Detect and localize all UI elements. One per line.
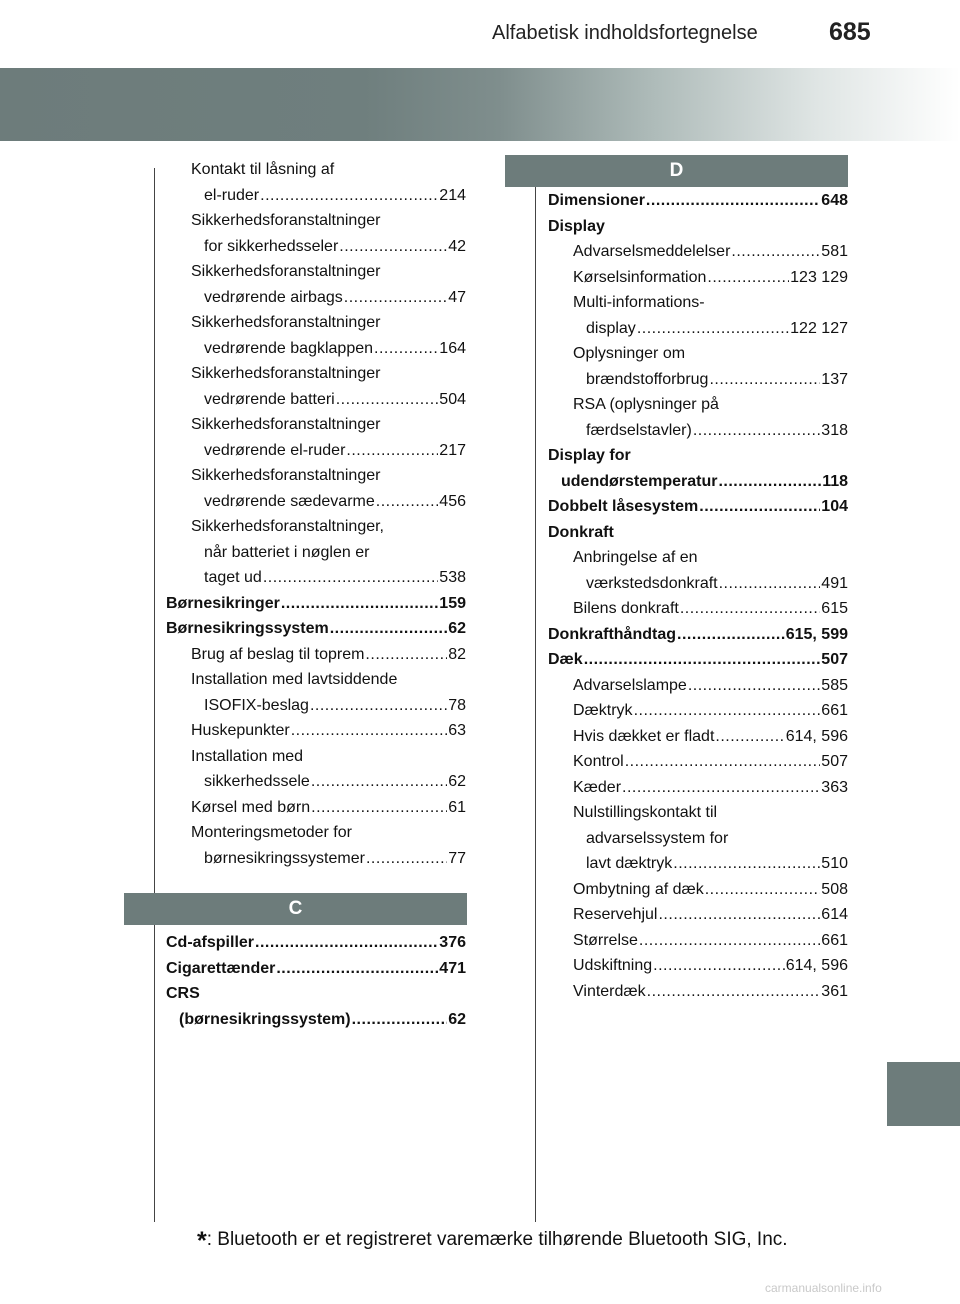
index-entry-text: når batteriet i nøglen er: [204, 543, 370, 561]
page-reference[interactable]: 456: [439, 492, 466, 510]
index-entry-line: [191, 744, 466, 770]
index-entry-line: [191, 183, 466, 209]
index-entry-text: Reservehjul: [573, 906, 658, 923]
index-entry-line: [191, 489, 466, 515]
page-reference[interactable]: 318: [821, 421, 848, 439]
page-reference[interactable]: 491: [821, 574, 848, 592]
index-entry-text: Installation med: [191, 747, 304, 765]
index-entry-line: [548, 469, 848, 495]
page-reference[interactable]: 614, 596: [785, 727, 848, 745]
index-entry-text: Dæk: [548, 651, 583, 668]
page-reference[interactable]: 62: [448, 773, 466, 790]
page-number: 685: [829, 18, 871, 46]
index-entry-text: Kørselsinformation: [573, 268, 707, 286]
index-entry-line: [548, 214, 848, 240]
page-reference[interactable]: 376: [439, 934, 466, 951]
index-entry: [548, 673, 848, 699]
index-entry-text: Kæder: [573, 778, 622, 796]
index-entry-text: Sikkerhedsforanstaltninger: [191, 314, 381, 331]
leader-dots: [311, 795, 447, 821]
column-divider-left: [154, 168, 155, 1222]
leader-dots: [622, 775, 820, 801]
index-entry: [166, 514, 466, 591]
leader-dots: [709, 367, 820, 393]
index-entry: [548, 443, 848, 494]
leader-dots: [260, 183, 438, 209]
page-reference[interactable]: 77: [448, 849, 466, 867]
column-divider-right: [535, 168, 536, 1222]
index-entry-line: [573, 316, 848, 342]
index-entry: [548, 239, 848, 265]
index-entry-line: [573, 545, 848, 571]
index-entry-line: [548, 520, 848, 546]
index-entry-line: [573, 392, 848, 418]
leader-dots: [330, 616, 447, 642]
c-column: [166, 930, 466, 1032]
leader-dots: [281, 591, 438, 617]
leader-dots: [658, 902, 820, 928]
index-entry: [548, 188, 848, 214]
index-entry-text: Ombytning af dæk: [573, 880, 704, 898]
index-entry: [166, 259, 466, 310]
index-entry-line: [191, 667, 466, 693]
leader-dots: [719, 571, 821, 597]
page-reference[interactable]: 507: [821, 753, 848, 770]
page-reference[interactable]: 614: [821, 906, 848, 923]
index-entry-line: [573, 341, 848, 367]
index-entry-line: [573, 418, 848, 444]
index-entry-text: Sikkerhedsforanstaltninger: [191, 365, 381, 382]
leader-dots: [311, 769, 447, 795]
index-entry-text: Cd-afspiller: [166, 934, 255, 951]
leader-dots: [680, 596, 820, 622]
index-entry-text: taget ud: [204, 569, 262, 586]
index-entry-text: Installation med lavtsiddende: [191, 671, 398, 688]
index-entry-text: værkstedsdonkraft: [586, 574, 718, 592]
page-reference[interactable]: 507: [821, 651, 848, 668]
leader-dots: [339, 234, 447, 260]
index-entry-line: [191, 769, 466, 795]
page-reference[interactable]: 614, 596: [785, 957, 848, 974]
index-entry-text: (børnesikringssystem): [179, 1010, 351, 1028]
leader-dots: [718, 469, 821, 495]
page-reference[interactable]: 504: [439, 390, 466, 408]
index-entry: [548, 596, 848, 622]
index-entry: [166, 412, 466, 463]
leader-dots: [346, 438, 438, 464]
index-entry-text: færdselstavler): [586, 421, 692, 439]
index-entry: [166, 208, 466, 259]
index-entry: [166, 463, 466, 514]
page-reference[interactable]: 82: [448, 645, 466, 663]
leader-dots: [366, 846, 447, 872]
index-entry-text: Sikkerhedsforanstaltninger: [191, 416, 381, 433]
index-entry-line: [573, 239, 848, 265]
index-entry-text: Oplysninger om: [573, 345, 686, 362]
index-entry-text: Vinterdæk: [573, 982, 646, 1000]
index-entry: [548, 800, 848, 877]
section-header-c: C: [124, 893, 467, 925]
index-entry-text: Huskepunkter: [191, 722, 290, 739]
page-reference[interactable]: 538: [439, 569, 466, 586]
index-entry-text: Sikkerhedsforanstaltninger: [191, 263, 381, 280]
index-entry-text: Udskiftning: [573, 957, 653, 974]
leader-dots: [336, 387, 439, 413]
index-entry-line: [191, 412, 466, 438]
leader-dots: [291, 718, 447, 744]
left-column: [166, 157, 466, 871]
page-reference[interactable]: 62: [448, 620, 466, 637]
index-entry-line: [191, 540, 466, 566]
index-entry-line: [191, 846, 466, 872]
header-band: [0, 68, 960, 141]
index-entry: [166, 157, 466, 208]
index-entry-line: [548, 494, 848, 520]
index-entry-line: [573, 367, 848, 393]
index-entry: [166, 795, 466, 821]
index-entry: [166, 667, 466, 718]
index-entry-text: Hvis dækket er fladt: [573, 727, 715, 745]
index-entry-text: Dimensioner: [548, 192, 645, 209]
index-entry-text: Brug af beslag til toprem: [191, 645, 365, 663]
index-entry-line: [191, 795, 466, 821]
index-entry-text: el-ruder: [204, 186, 260, 204]
page-reference[interactable]: 47: [448, 288, 466, 306]
page-reference[interactable]: 164: [439, 339, 466, 357]
leader-dots: [637, 316, 789, 342]
page-reference[interactable]: 585: [821, 676, 848, 694]
leader-dots: [673, 851, 820, 877]
index-entry-text: Monteringsmetoder for: [191, 824, 352, 841]
index-entry-line: [573, 775, 848, 801]
index-entry-line: [166, 616, 466, 642]
index-entry: [166, 591, 466, 617]
index-entry-line: [573, 596, 848, 622]
index-entry-text: RSA (oplysninger på: [573, 396, 719, 413]
leader-dots: [352, 1007, 448, 1033]
index-entry-text: vedrørende airbags: [204, 288, 343, 306]
page-reference[interactable]: 122 127: [790, 319, 848, 337]
index-entry: [548, 928, 848, 954]
index-entry-text: CRS: [166, 985, 200, 1002]
page-reference[interactable]: 123 129: [790, 268, 848, 286]
index-entry-line: [548, 443, 848, 469]
index-entry-text: sikkerhedssele: [204, 773, 310, 790]
index-entry-text: Nulstillingskontakt til: [573, 804, 718, 821]
leader-dots: [731, 239, 820, 265]
index-entry-line: [191, 234, 466, 260]
leader-dots: [276, 956, 438, 982]
index-entry-text: vedrørende sædevarme: [204, 492, 375, 510]
leader-dots: [688, 673, 820, 699]
index-entry-text: Kontakt til låsning af: [191, 161, 335, 178]
index-entry-line: [166, 930, 466, 956]
index-entry: [166, 361, 466, 412]
page-reference[interactable]: 42: [448, 237, 466, 255]
index-entry-line: [573, 851, 848, 877]
index-entry-text: Display: [548, 217, 605, 235]
leader-dots: [625, 749, 821, 775]
page-reference[interactable]: 104: [821, 498, 848, 515]
index-entry: [548, 698, 848, 724]
index-entry-line: [166, 591, 466, 617]
index-entry-text: Sikkerhedsforanstaltninger: [191, 467, 381, 484]
header-title: Alfabetisk indholdsfortegnelse: [492, 22, 758, 44]
index-entry: [166, 718, 466, 744]
index-entry-line: [191, 463, 466, 489]
index-entry-text: Kørsel med børn: [191, 798, 311, 816]
side-index-tab[interactable]: [887, 1062, 960, 1126]
index-entry-text: brændstofforbrug: [586, 370, 709, 388]
leader-dots: [344, 285, 447, 311]
index-entry-line: [573, 877, 848, 903]
page-reference[interactable]: 510: [821, 855, 848, 872]
index-entry-line: [191, 565, 466, 591]
leader-dots: [634, 698, 821, 724]
index-entry: [166, 744, 466, 795]
right-column: [548, 188, 848, 1004]
page-reference[interactable]: 137: [821, 370, 848, 388]
index-entry-line: [573, 749, 848, 775]
page-reference[interactable]: 62: [448, 1010, 466, 1028]
index-entry-line: [191, 285, 466, 311]
index-entry-line: [191, 336, 466, 362]
page-reference[interactable]: 471: [439, 959, 466, 977]
index-entry-line: [166, 981, 466, 1007]
index-entry: [548, 341, 848, 392]
index-entry: [166, 642, 466, 668]
index-entry: [548, 979, 848, 1005]
index-entry: [166, 310, 466, 361]
page-reference[interactable]: 615, 599: [785, 625, 848, 643]
index-entry-text: vedrørende el-ruder: [204, 441, 346, 459]
index-entry-text: Display for: [548, 447, 631, 464]
leader-dots: [653, 953, 785, 979]
index-entry-line: [573, 953, 848, 979]
page-reference[interactable]: 217: [439, 441, 466, 459]
leader-dots: [310, 693, 447, 719]
index-entry-line: [166, 956, 466, 982]
footnote-text: : Bluetooth er et registreret varemærke tilhørende Bluetooth SIG, Inc.: [206, 1229, 788, 1250]
index-entry-text: vedrørende batteri: [204, 390, 335, 408]
page-reference[interactable]: 615: [821, 600, 848, 617]
index-entry-text: Størrelse: [573, 931, 638, 949]
page-reference[interactable]: 118: [822, 472, 848, 490]
index-entry-line: [573, 698, 848, 724]
index-entry-text: ISOFIX-beslag: [204, 696, 309, 714]
index-entry-text: Bilens donkraft: [573, 600, 679, 617]
index-entry: [548, 265, 848, 291]
index-entry-text: Anbringelse af en: [573, 549, 698, 566]
footnote: [197, 1227, 788, 1256]
page-reference[interactable]: 661: [821, 702, 848, 719]
index-entry: [548, 749, 848, 775]
page-reference[interactable]: 508: [821, 880, 848, 898]
index-entry-text: Sikkerhedsforanstaltninger,: [191, 518, 384, 535]
index-entry-line: [191, 157, 466, 183]
index-entry: [548, 494, 848, 520]
index-entry-line: [573, 826, 848, 852]
index-entry-text: Donkrafthåndtag: [548, 625, 676, 643]
watermark: carmanualsonline.info: [765, 1281, 882, 1295]
index-entry-text: udendørstemperatur: [561, 472, 718, 490]
index-entry-text: Kontrol: [573, 753, 624, 770]
index-entry-text: lavt dæktryk: [586, 855, 673, 872]
index-entry: [548, 724, 848, 750]
page-reference[interactable]: 363: [821, 778, 848, 796]
leader-dots: [677, 622, 785, 648]
index-entry-line: [573, 571, 848, 597]
index-entry-line: [191, 514, 466, 540]
index-entry-text: Børnesikringer: [166, 594, 280, 612]
index-entry: [548, 647, 848, 673]
index-entry: [166, 616, 466, 642]
index-entry-text: for sikkerhedsseler: [204, 237, 339, 255]
index-entry-text: vedrørende bagklappen: [204, 339, 374, 357]
index-entry: [548, 214, 848, 240]
index-entry-text: Advarselsmeddelelser: [573, 243, 731, 260]
leader-dots: [693, 418, 820, 444]
index-entry-line: [191, 820, 466, 846]
leader-dots: [647, 979, 821, 1005]
leader-dots: [263, 565, 438, 591]
index-entry: [166, 820, 466, 871]
leader-dots: [376, 489, 439, 515]
index-entry-line: [548, 622, 848, 648]
index-entry-text: Advarselslampe: [573, 676, 687, 694]
index-entry-line: [166, 1007, 466, 1033]
index-entry-line: [573, 902, 848, 928]
index-entry: [166, 981, 466, 1032]
page-reference[interactable]: 648: [821, 192, 848, 209]
index-entry: [548, 290, 848, 341]
index-entry-line: [573, 265, 848, 291]
leader-dots: [255, 930, 438, 956]
leader-dots: [639, 928, 820, 954]
index-entry: [166, 956, 466, 982]
leader-dots: [374, 336, 438, 362]
index-entry-line: [191, 387, 466, 413]
index-entry-text: Cigarettænder: [166, 959, 276, 977]
page-reference[interactable]: 661: [821, 931, 848, 949]
index-entry-text: Børnesikringssystem: [166, 620, 329, 637]
index-entry-line: [548, 647, 848, 673]
page-reference[interactable]: 61: [448, 798, 466, 816]
index-entry-line: [191, 208, 466, 234]
leader-dots: [584, 647, 821, 673]
section-header-d: D: [505, 155, 848, 187]
index-entry-line: [573, 724, 848, 750]
index-entry-text: Dæktryk: [573, 702, 633, 719]
index-entry-line: [191, 718, 466, 744]
page-reference[interactable]: 159: [439, 594, 466, 612]
index-entry-line: [191, 438, 466, 464]
page-reference[interactable]: 214: [439, 186, 466, 204]
index-entry-line: [191, 259, 466, 285]
leader-dots: [705, 877, 821, 903]
index-entry: [548, 953, 848, 979]
index-entry-line: [573, 928, 848, 954]
index-entry: [166, 930, 466, 956]
index-entry: [548, 775, 848, 801]
index-entry-text: advarselssystem for: [586, 829, 729, 847]
page-reference[interactable]: 361: [821, 982, 848, 1000]
index-entry-line: [191, 310, 466, 336]
index-entry-line: [573, 673, 848, 699]
leader-dots: [365, 642, 447, 668]
index-entry-text: Multi-informations-: [573, 294, 705, 311]
leader-dots: [715, 724, 784, 750]
page-reference[interactable]: 63: [448, 722, 466, 739]
index-entry-line: [573, 979, 848, 1005]
index-entry: [548, 545, 848, 596]
index-entry: [548, 877, 848, 903]
index-entry: [548, 520, 848, 546]
index-entry-text: børnesikringssystemer: [204, 849, 365, 867]
index-entry-text: Sikkerhedsforanstaltninger: [191, 212, 381, 229]
index-entry: [548, 622, 848, 648]
index-entry: [548, 392, 848, 443]
leader-dots: [699, 494, 820, 520]
index-entry: [548, 902, 848, 928]
index-entry-text: display: [586, 319, 636, 337]
leader-dots: [646, 188, 820, 214]
index-entry-line: [191, 693, 466, 719]
index-entry-line: [573, 800, 848, 826]
page-reference[interactable]: 78: [448, 696, 466, 714]
page-reference[interactable]: 581: [821, 243, 848, 260]
index-entry-line: [548, 188, 848, 214]
index-entry-line: [191, 361, 466, 387]
index-entry-line: [573, 290, 848, 316]
leader-dots: [707, 265, 789, 291]
footnote-marker: *: [197, 1227, 207, 1255]
index-entry-text: Dobbelt låsesystem: [548, 498, 699, 515]
index-entry-line: [191, 642, 466, 668]
index-entry-text: Donkraft: [548, 523, 614, 541]
